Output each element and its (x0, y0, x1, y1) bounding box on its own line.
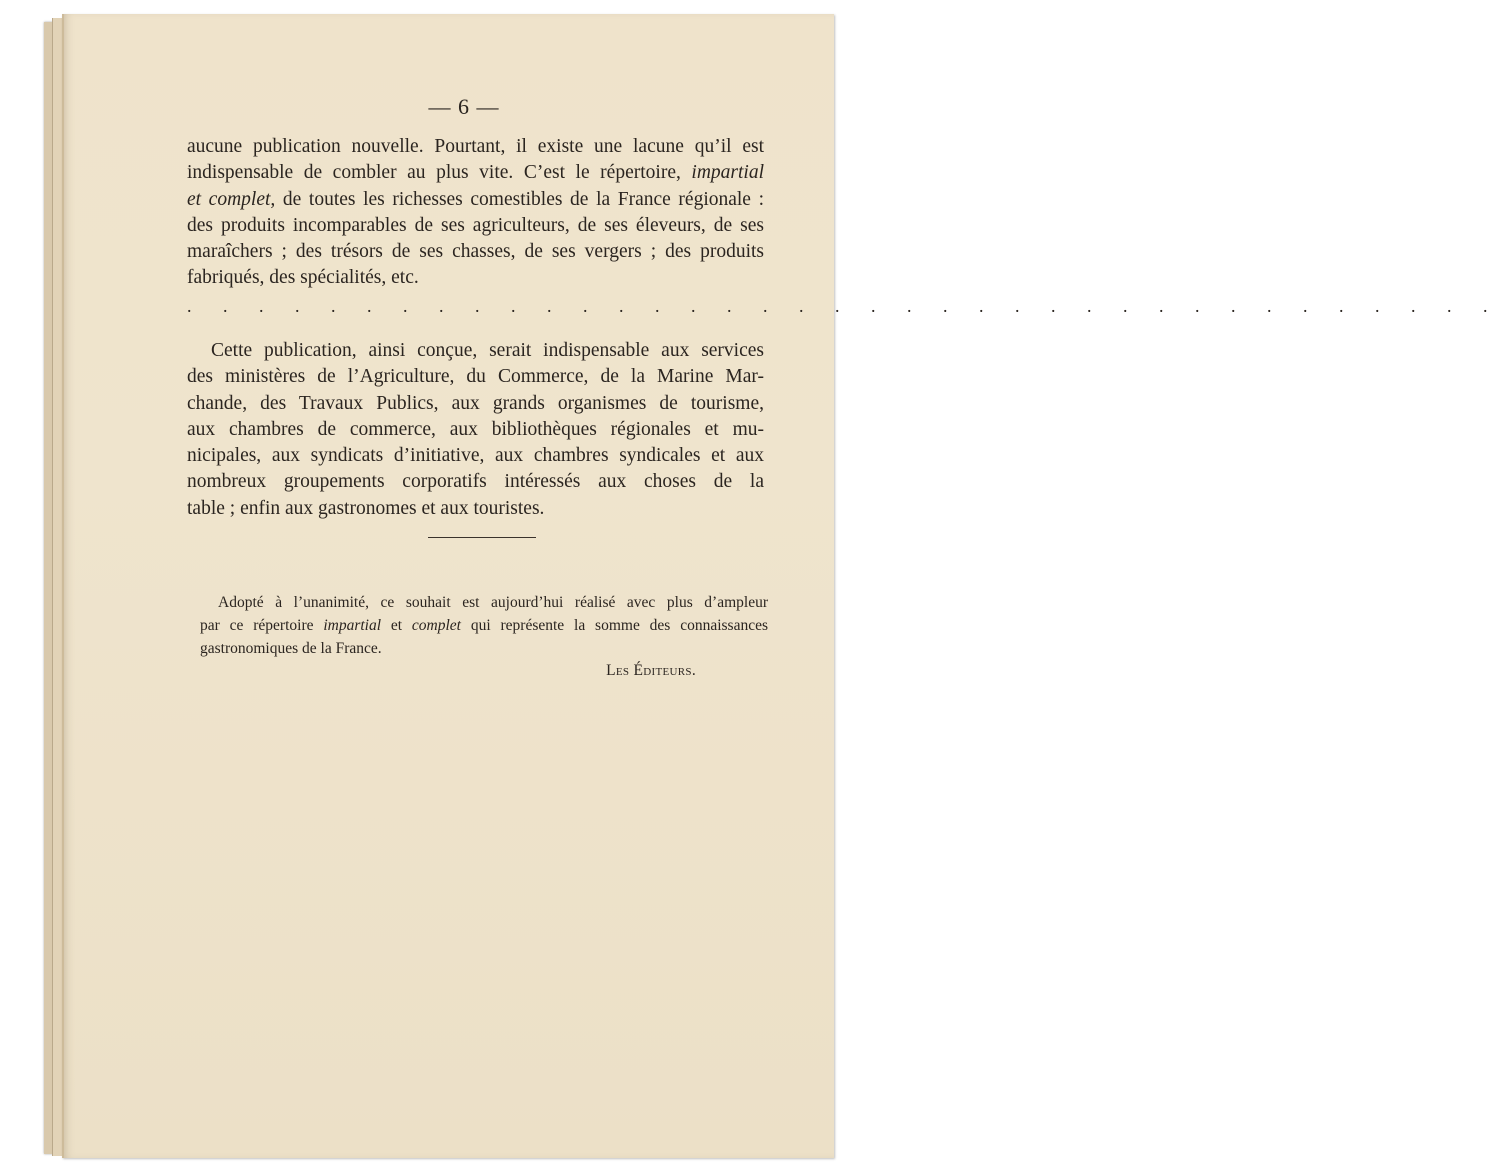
text-segment: qui représente la somme des connaissances (461, 617, 768, 634)
text-segment: par ce répertoire (200, 617, 324, 634)
section-divider (428, 537, 536, 538)
text-line: des ministères de l’Agriculture, du Commerce, de la Marine Mar- (187, 366, 764, 388)
italic-text: impartial (691, 162, 764, 184)
text-line: gastronomiques de la France. (200, 640, 382, 657)
italic-text: et complet, (187, 188, 276, 210)
signature: Les Éditeurs. (606, 662, 696, 679)
text-line: nombreux groupements corporatifs intéressés aux choses de la (187, 471, 764, 493)
editors-note (200, 591, 768, 660)
text-line (200, 614, 768, 637)
text-line: maraîchers ; des trésors de ses chasses, de ses vergers ; des produits (187, 241, 764, 263)
ellipsis-row: . . . . . . . . . . . . . . . . . . . . . . . . . . . . . . . . . . . . . (187, 296, 1501, 316)
text-line: des produits incomparables de ses agriculteurs, de ses éleveurs, de ses (187, 214, 764, 236)
text-line: aux chambres de commerce, aux bibliothèques régionales et mu- (187, 418, 764, 440)
italic-text: complet (411, 617, 461, 634)
paragraph-publication (187, 338, 764, 522)
text-line (187, 187, 764, 213)
page-number: — 6 — (428, 94, 500, 119)
text-line: nicipales, aux syndicats d’initiative, aux chambres syndicales et aux (187, 445, 764, 467)
italic-text: impartial (323, 617, 382, 634)
text-line: chande, des Travaux Publics, aux grands organismes de tourisme, (187, 392, 764, 414)
text-segment: et (381, 617, 412, 634)
text-line: Cette publication, ainsi conçue, serait indispensable aux services (211, 340, 764, 361)
document-page (62, 14, 1501, 1158)
text-segment: de toutes les richesses comestibles de la France régionale : (275, 188, 764, 210)
text-line: table ; enfin aux gastronomes et aux touristes. (187, 497, 545, 519)
text-segment: indispensable de combler au plus vite. C’est le répertoire, (187, 162, 692, 184)
text-line (187, 160, 764, 186)
paragraph-lacune (187, 134, 764, 292)
text-line: Adopté à l’unanimité, ce souhait est aujourd’hui réalisé avec plus d’ampleur (218, 594, 768, 611)
text-line: fabriqués, des spécialités, etc. (187, 267, 419, 289)
text-line: aucune publication nouvelle. Pourtant, il existe une lacune qu’il est (187, 136, 764, 157)
